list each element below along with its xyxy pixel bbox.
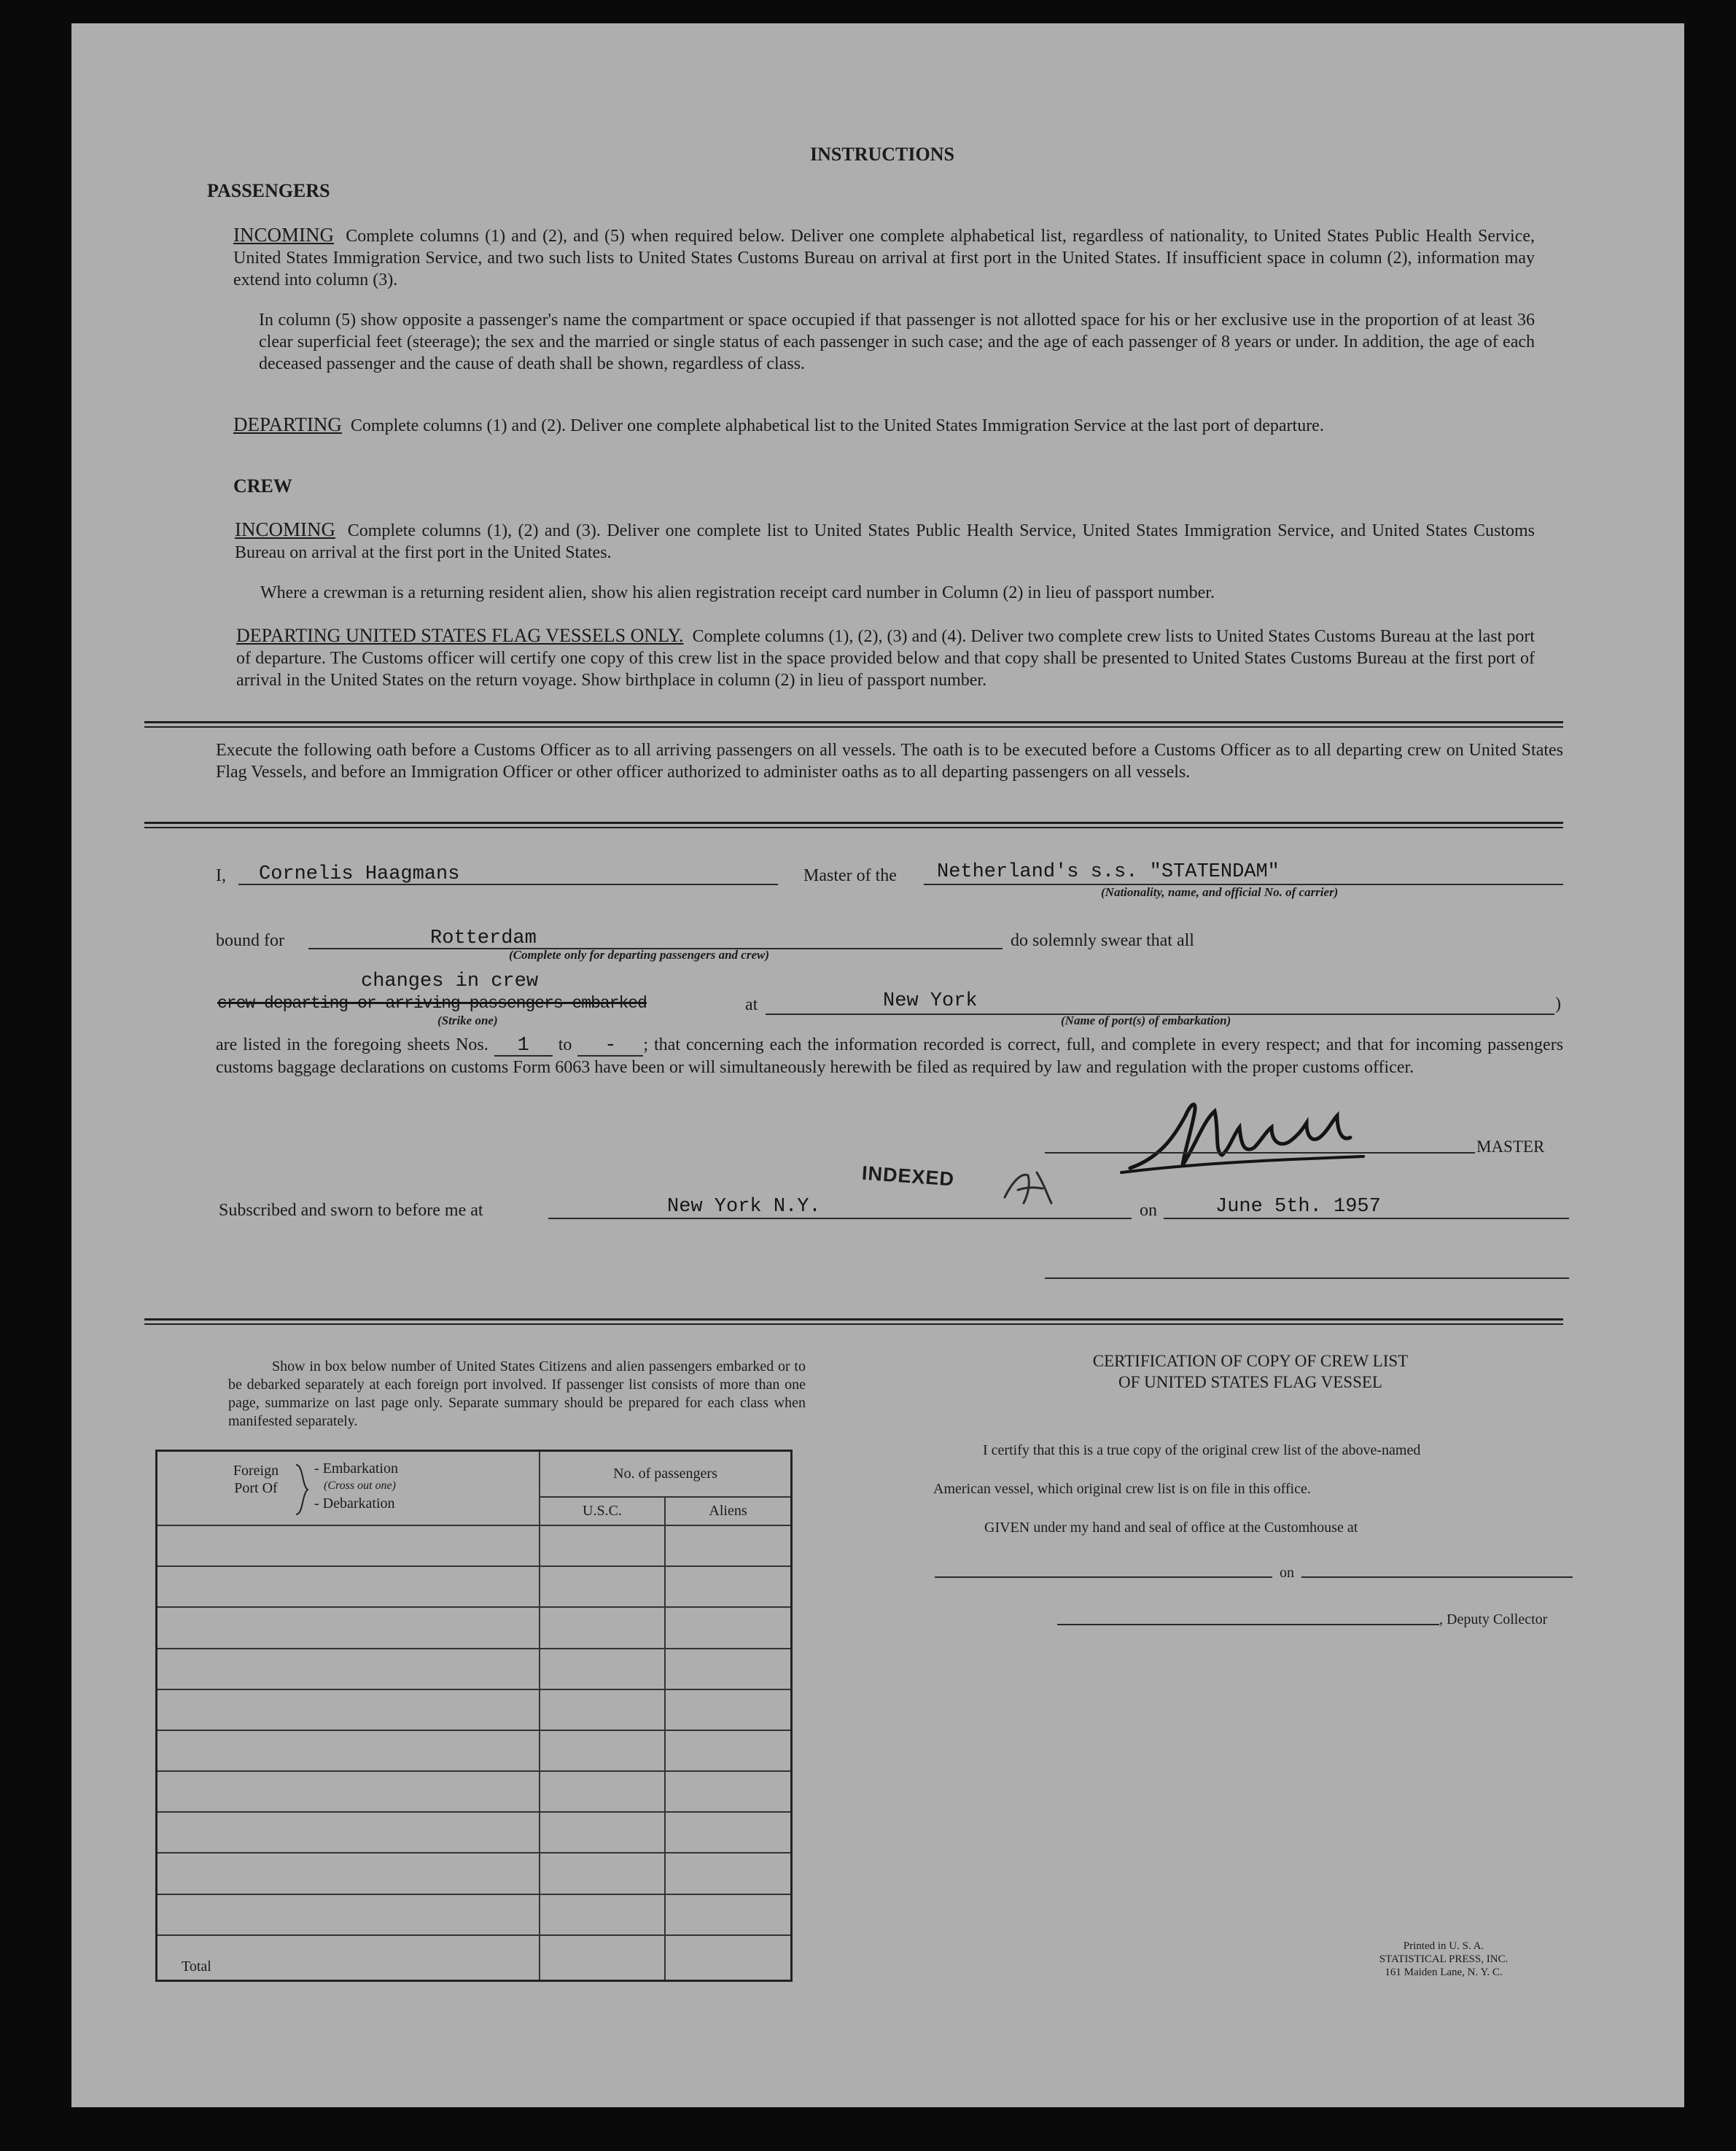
table-row: [157, 1649, 792, 1689]
crew-heading: CREW: [233, 475, 292, 497]
table-row: [157, 1771, 792, 1812]
sworn-date-value: June 5th. 1957: [1215, 1196, 1381, 1218]
close-paren: ): [1555, 995, 1561, 1014]
table-row: [157, 1812, 792, 1853]
table-row: [157, 1525, 792, 1566]
passengers-departing-label: DEPARTING: [233, 413, 342, 435]
divider-rule: [144, 721, 1563, 728]
crew-resident-text: Where a crewman is a returning resident alien, show his alien registration receipt card number in Column (2) in lieu of passport number.: [260, 583, 1215, 602]
vessel-caption: (Nationality, name, and official No. of carrier): [1101, 885, 1339, 899]
sworn-label: Subscribed and sworn to before me at: [219, 1201, 483, 1220]
strike-caption: (Strike one): [437, 1014, 498, 1027]
certification-date-line: [1301, 1576, 1573, 1578]
printer-line3: 161 Maiden Lane, N. Y. C.: [1385, 1967, 1503, 1978]
sworn-place-line: [548, 1218, 1132, 1219]
printer-line1: Printed in U. S. A.: [1403, 1940, 1484, 1952]
aliens-header: Aliens: [665, 1497, 792, 1525]
passengers-incoming-text: Complete columns (1) and (2), and (5) when required below. Deliver one complete alphabetical list, regardless of nationality, to United States Public Health Service, United States Immigration Service, and two such lists to United States Customs Bureau on arrival at first port in the United States. If insufficient space in column (2), information may extend into column (3).: [233, 227, 1535, 289]
sheet-from-value: 1: [494, 1036, 553, 1057]
customhouse-place-line: [935, 1576, 1272, 1578]
certification-title-line1: CERTIFICATION OF COPY OF CREW LIST: [1092, 1352, 1409, 1370]
embarkation-label: - Embarkation: [314, 1460, 398, 1477]
bound-for-value: Rotterdam: [430, 927, 537, 949]
table-row: [157, 1894, 792, 1935]
crew-departing-text: Complete columns (1), (2), (3) and (4). Deliver two complete crew lists to United States Customs Bureau at the last port of departure. The Customs officer will certify one copy of this crew list in the space provided below and that copy shall be presented to United States Customs Bureau at the first port of arrival in the United States on the return voyage. Show birthplace in column (2) in lieu of passport number.: [236, 627, 1535, 690]
at-label: at: [745, 995, 758, 1014]
total-label: Total: [157, 1935, 540, 1981]
passengers-departing-section: [233, 413, 1535, 437]
divider-rule: [144, 1318, 1563, 1325]
bound-for-label: bound for: [216, 931, 284, 950]
passengers-column5-text: In column (5) show opposite a passenger's name the compartment or space occupied if that passenger is not allotted space for his or her exclusive use in the proportion of at least 36 clear superficial feet (steerage); the sex and the married or single status of each passenger in such case; and the age of each passenger of 8 years or under. In addition, the age of each deceased passenger and the cause of death shall be shown, regardless of class.: [259, 311, 1535, 373]
indexed-stamp: INDEXED: [861, 1162, 955, 1191]
certification-title-line2: OF UNITED STATES FLAG VESSEL: [1118, 1373, 1382, 1391]
certify-line2: American vessel, which original crew list is on file in this office.: [933, 1481, 1311, 1497]
table-row: [157, 1689, 792, 1730]
summary-instructions: Show in box below number of United States Citizens and alien passengers embarked or to be debarked separately at each foreign port involved. If passenger list consists of more than one page, summarize on last page only. Separate summary should be prepared for each class when manifested separately.: [228, 1358, 806, 1429]
certify-line1: I certify that this is a true copy of the original crew list of the above-named: [983, 1442, 1421, 1458]
port-value: New York: [883, 990, 978, 1012]
table-row: [157, 1730, 792, 1771]
passengers-departing-text: Complete columns (1) and (2). Deliver one complete alphabetical list to the United States Immigration Service at the last port of departure.: [350, 416, 1324, 435]
crew-incoming-text: Complete columns (1), (2) and (3). Deliver one complete list to United States Public Health Service, United States Immigration Service, and United States Customs Bureau on arrival at the first port in the United States.: [235, 521, 1535, 562]
divider-rule: [144, 822, 1563, 828]
foreign-port-header: [157, 1451, 540, 1526]
page-title: INSTRUCTIONS: [810, 144, 954, 165]
passengers-incoming-label: INCOMING: [233, 224, 334, 246]
master-signature: [1116, 1086, 1378, 1181]
master-signature-line: [1045, 1152, 1475, 1154]
sworn-on-label: on: [1140, 1201, 1157, 1220]
crew-departing-section: [236, 625, 1535, 691]
debarkation-label: - Debarkation: [314, 1495, 395, 1512]
crew-departing-label: DEPARTING UNITED STATES FLAG VESSELS ONLY.: [236, 625, 684, 646]
passengers-heading: PASSENGERS: [207, 180, 330, 201]
port-caption: (Name of port(s) of embarkation): [1061, 1014, 1231, 1027]
swear-text: do solemnly swear that all: [1011, 931, 1194, 950]
sworn-date-line: [1164, 1218, 1569, 1219]
deputy-collector-label: , Deputy Collector: [1439, 1611, 1548, 1627]
passenger-summary-table: [155, 1450, 793, 1982]
officer-signature-line: [1045, 1277, 1569, 1279]
given-text: GIVEN under my hand and seal of office at the Customhouse at: [984, 1520, 1358, 1536]
table-row: [157, 1566, 792, 1607]
crew-incoming-section: [235, 518, 1535, 564]
printer-line2: STATISTICAL PRESS, INC.: [1379, 1953, 1509, 1965]
master-of-label: Master of the: [803, 866, 897, 885]
struck-text: crew departing or arriving passengers embarked: [217, 994, 647, 1013]
cross-out-caption: (Cross out one): [324, 1479, 396, 1492]
certification-title: [948, 1350, 1553, 1393]
indexed-initials-mark: [999, 1165, 1057, 1209]
sworn-place-value: New York N.Y.: [667, 1196, 821, 1218]
listed-rest: ; that concerning each the information recorded is correct, full, and complete in every respect; and that for incoming passengers customs baggage declarations on customs Form 6063 have been or will simultaneously herewith be filed as required by law and regulation with the proper customs officer.: [216, 1035, 1564, 1077]
table-total-row: [157, 1935, 792, 1981]
vessel-value: Netherland's s.s. "STATENDAM": [937, 861, 1280, 883]
passengers-incoming-section: [233, 224, 1535, 291]
foreign-port-of-label: Foreign Port Of: [233, 1463, 279, 1496]
changes-in-crew-value: changes in crew: [361, 971, 539, 992]
master-name-value: Cornelis Haagmans: [259, 863, 460, 885]
to-label: to: [558, 1035, 572, 1054]
table-row: [157, 1853, 792, 1894]
crew-incoming-label: INCOMING: [235, 518, 335, 540]
listed-label: are listed in the foregoing sheets Nos.: [216, 1035, 489, 1054]
usc-header: U.S.C.: [540, 1497, 665, 1525]
sheet-to-value: -: [577, 1036, 643, 1057]
brace-icon: [293, 1463, 311, 1516]
master-label: MASTER: [1476, 1137, 1545, 1156]
listed-paragraph: [216, 1034, 1563, 1079]
oath-i-label: I,: [216, 866, 226, 885]
bound-for-caption: (Complete only for departing passengers and crew): [509, 948, 769, 962]
certification-on-label: on: [1280, 1565, 1294, 1581]
deputy-collector-line: [1057, 1624, 1439, 1625]
table-row: [157, 1607, 792, 1648]
printer-imprint: [1312, 1940, 1575, 1979]
oath-instructions: Execute the following oath before a Customs Officer as to all arriving passengers on all vessels. The oath is to be executed before a Customs Officer as to all departing crew on United States Flag Vessels, and before an Immigration Officer or other officer authorized to administer oaths as to all departing passengers on all vessels.: [216, 741, 1563, 782]
no-of-passengers-header: No. of passengers: [540, 1451, 792, 1498]
